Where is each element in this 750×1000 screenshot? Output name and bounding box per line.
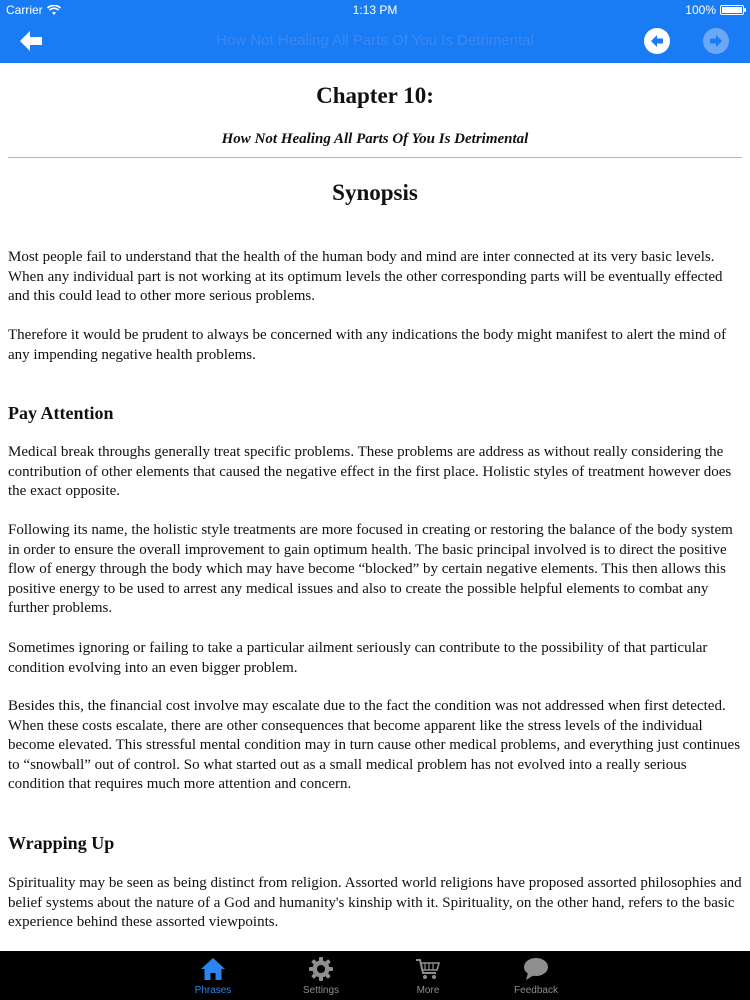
article-content[interactable] <box>0 63 750 951</box>
back-arrow-icon[interactable] <box>18 28 44 54</box>
gear-icon <box>308 956 334 982</box>
tab-phrases-label: Phrases <box>194 985 232 996</box>
nav-title: How Not Healing All Parts Of You Is Detrimental <box>216 32 534 49</box>
tab-more[interactable] <box>393 951 463 1000</box>
battery-percent: 100% <box>685 3 716 17</box>
wifi-icon <box>47 5 61 16</box>
chapter-subtitle: How Not Healing All Parts Of You Is Detrimental <box>221 131 529 147</box>
pay-attention-heading: Pay Attention <box>8 403 114 423</box>
home-icon <box>200 956 226 982</box>
speech-bubble-icon <box>523 956 549 982</box>
battery-icon <box>720 5 744 15</box>
tab-settings-label: Settings <box>302 985 340 996</box>
carrier-label: Carrier <box>6 3 43 17</box>
synopsis-paragraph-1: Most people fail to understand that the health of the human body and mind are inter connected at its very basic levels. When any individual part is not working at its optimum levels the other corresponding parts will be eventually effected and this could lead to other more serious problems. <box>8 249 723 304</box>
synopsis-heading: Synopsis <box>332 180 418 205</box>
status-right <box>685 3 744 17</box>
divider <box>8 157 742 158</box>
tab-feedback[interactable] <box>501 951 571 1000</box>
wrapping-up-heading: Wrapping Up <box>8 833 115 853</box>
tab-settings[interactable] <box>286 951 356 1000</box>
status-time: 1:13 PM <box>352 3 398 17</box>
tab-bar <box>0 951 750 1000</box>
status-bar <box>0 0 750 20</box>
pay-attention-paragraph-1: Medical break throughs generally treat specific problems. These problems are address as without really considering the contribution of other elements that caused the negative effect in the first place. Holistic styles of treatment however does the exact opposite. <box>8 444 732 499</box>
wrapping-up-paragraph-1: Spirituality may be seen as being distinct from religion. Assorted world religions have proposed assorted philosophies and belief systems about the nature of a God and humanity's kinship with it. Spirituality, on the other hand, refers to the basic experience behind these assorted viewpoints. <box>8 875 742 930</box>
synopsis-paragraph-2: Therefore it would be prudent to always be concerned with any indications the body might manifest to alert the mind of any impending negative health problems. <box>8 327 727 363</box>
circle-right-arrow-icon <box>708 33 724 49</box>
chapter-title: Chapter 10: <box>316 83 434 108</box>
pay-attention-paragraph-2: Following its name, the holistic style treatments are more focused in creating or restoring the balance of the body system in order to ensure the overall improvement to gain optimum health. The basic principal involved is to direct the positive flow of energy through the body which may have become “blocked” by certain negative elements. This then allows this positive energy to be used to arrest any medical issues and also to create the possible helpful elements to combat any further problems. <box>8 522 733 616</box>
tab-more-label: More <box>416 985 440 996</box>
cart-icon <box>415 956 441 982</box>
pay-attention-paragraph-3: Sometimes ignoring or failing to take a particular ailment seriously can contribute to the possibility of that particular condition evolving into an even bigger problem. <box>8 640 708 676</box>
pay-attention-paragraph-4: Besides this, the financial cost involve may escalate due to the fact the condition was not addressed when first detected. When these costs escalate, there are other consequences that become apparent like the stress levels of the individual become elevated. This stressful mental condition may in turn cause other medical problems, and everything just continues to “snowball” out of control. So what started out as a small medical problem has not evolved into a really serious condition that requires much more attention and concern. <box>8 698 741 792</box>
tab-feedback-label: Feedback <box>514 985 558 996</box>
circle-left-arrow-icon <box>649 33 665 49</box>
nav-bar <box>0 20 750 63</box>
next-chapter-button[interactable] <box>703 28 729 54</box>
tab-phrases[interactable] <box>178 951 248 1000</box>
status-left <box>6 3 61 17</box>
previous-chapter-button[interactable] <box>644 28 670 54</box>
